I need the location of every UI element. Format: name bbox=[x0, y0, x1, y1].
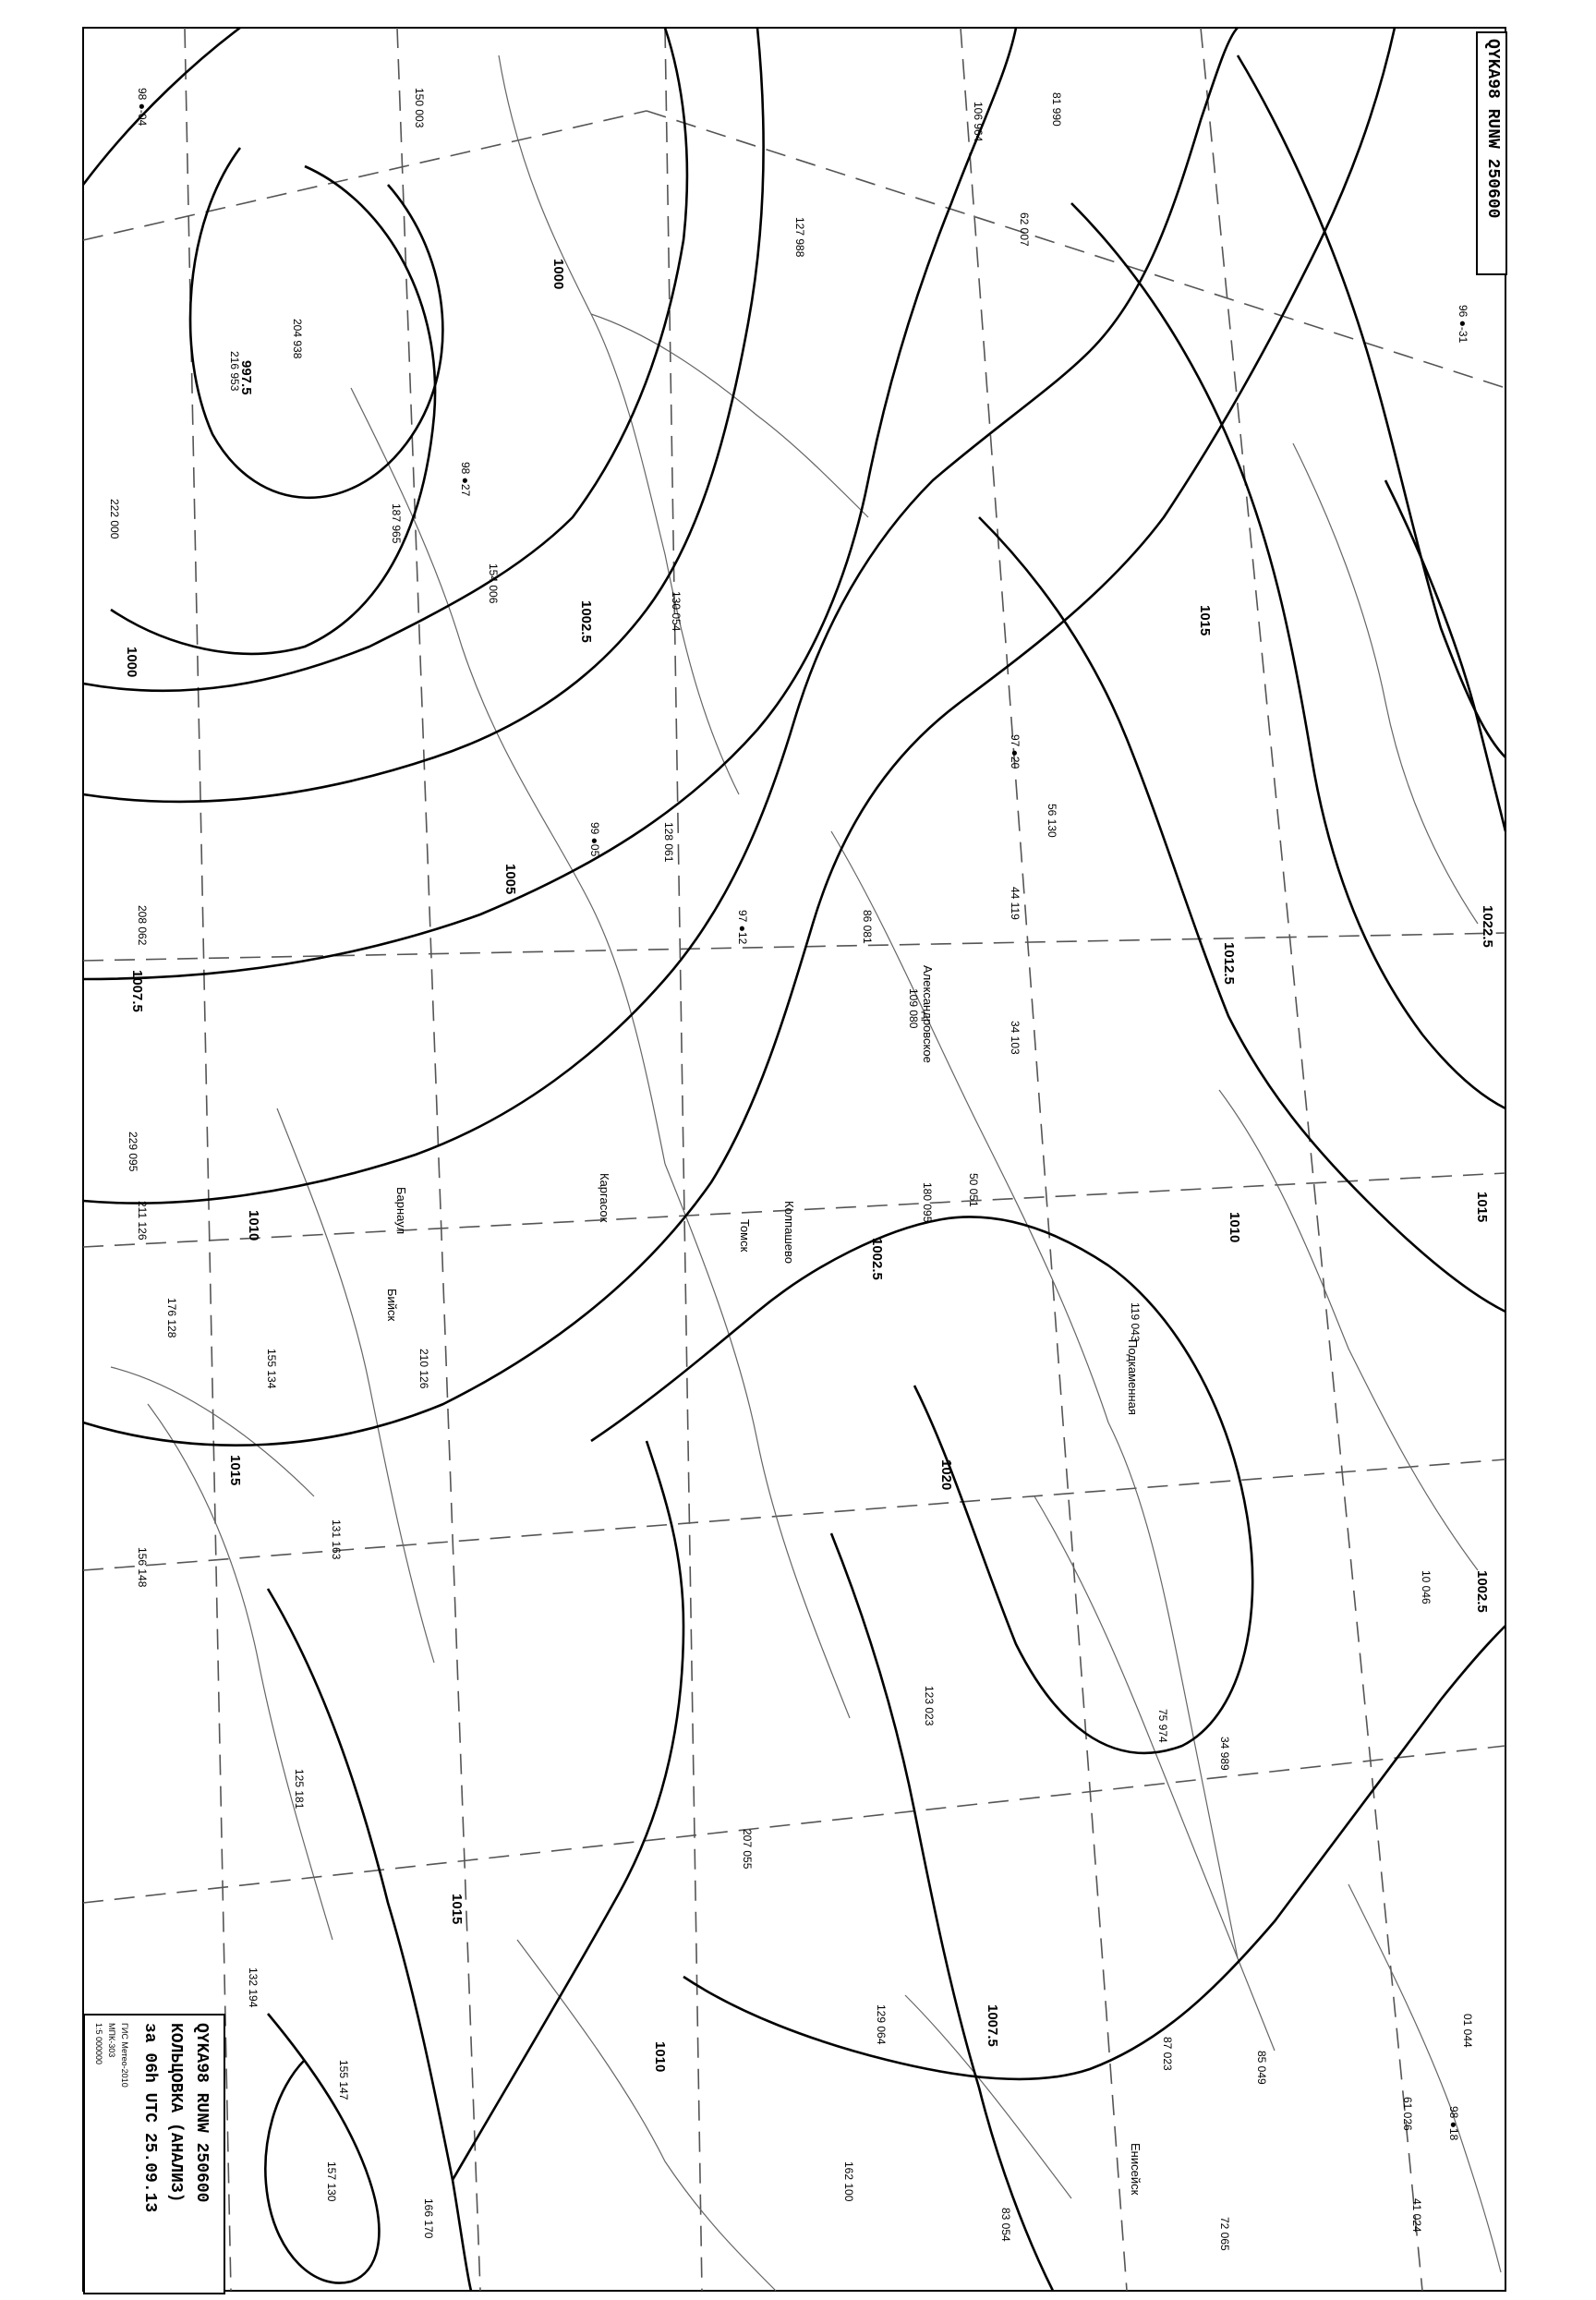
station-plot: 211 126 bbox=[136, 1201, 149, 1241]
isobar-label: 1010 bbox=[1227, 1212, 1242, 1243]
isobar-label: 1000 bbox=[550, 259, 566, 290]
isobar-label: 1015 bbox=[227, 1455, 243, 1486]
station-plot: 222 000 bbox=[108, 499, 121, 539]
station-plot: 85 049 bbox=[1255, 2051, 1268, 2085]
city-label: Томск bbox=[738, 1219, 752, 1253]
station-plot: 155 134 bbox=[265, 1349, 278, 1389]
isobar-label: 1012.5 bbox=[1221, 942, 1237, 985]
station-plot: 157 130 bbox=[325, 2161, 338, 2202]
isobar-label: 1002.5 bbox=[869, 1238, 885, 1280]
isobar-label: 997.5 bbox=[238, 360, 254, 395]
isobar-label: 1020 bbox=[938, 1459, 954, 1491]
station-plot: 44 119 bbox=[1009, 887, 1022, 920]
station-plot: 50 051 bbox=[967, 1173, 980, 1207]
station-plot: 83 054 bbox=[999, 2208, 1012, 2242]
header-code-box bbox=[1476, 31, 1507, 275]
station-plot: 86 081 bbox=[861, 910, 874, 944]
isobar-label: 1015 bbox=[449, 1894, 465, 1925]
station-plot: 154 006 bbox=[487, 563, 500, 604]
station-plot: 132 194 bbox=[247, 1967, 260, 2008]
station-plot: 162 100 bbox=[842, 2161, 855, 2202]
station-plot: 187 965 bbox=[390, 503, 403, 544]
isobar-label: 1007.5 bbox=[985, 2004, 1000, 2047]
header-code: QYKA98 RUNW 250600 bbox=[1483, 39, 1502, 219]
station-plot: 10 046 bbox=[1420, 1570, 1433, 1604]
station-plot: 207 055 bbox=[741, 1829, 754, 1870]
isobar-label: 1002.5 bbox=[1474, 1570, 1490, 1613]
station-plot: 97 ●20 bbox=[1009, 734, 1022, 769]
station-plot: 129 064 bbox=[875, 2004, 888, 2045]
station-plot: 180 095 bbox=[921, 1182, 934, 1223]
station-plot: 106 964 bbox=[972, 102, 985, 142]
station-plot: 98 ●-04 bbox=[136, 88, 149, 127]
station-plot: 119 043 bbox=[1129, 1302, 1142, 1342]
isobar-label: 1005 bbox=[502, 864, 518, 895]
isobar-label: 1015 bbox=[1197, 605, 1213, 636]
legend-node: МПК-303 bbox=[107, 2023, 116, 2058]
station-plot: 98 ●27 bbox=[459, 462, 472, 497]
legend-title: КОЛЬЦОВКА (АНАЛИЗ) bbox=[166, 2023, 185, 2203]
legend-time: за 06h UTC 25.09.13 bbox=[140, 2023, 159, 2213]
station-plot: 34 989 bbox=[1218, 1737, 1231, 1771]
station-plot: 96 ●-31 bbox=[1457, 305, 1469, 344]
station-plot: 61 026 bbox=[1401, 2097, 1414, 2131]
station-plot: 155 147 bbox=[337, 2060, 350, 2100]
station-plot: 125 181 bbox=[293, 1769, 306, 1810]
station-plot: 75 974 bbox=[1156, 1709, 1169, 1743]
station-plot: 56 130 bbox=[1046, 804, 1058, 838]
isobar-label: 1002.5 bbox=[578, 600, 594, 643]
city-label: Колпашево bbox=[782, 1201, 796, 1265]
station-plot: 99 ●05 bbox=[588, 822, 601, 857]
station-plot: 150 003 bbox=[413, 88, 426, 128]
map-frame bbox=[83, 28, 1505, 2291]
station-plot: 62 007 bbox=[1018, 212, 1031, 247]
station-plot: 41 024 bbox=[1410, 2198, 1423, 2233]
station-plot: 72 065 bbox=[1218, 2217, 1231, 2251]
station-plot: 131 163 bbox=[330, 1519, 343, 1560]
isobar-label: 1022.5 bbox=[1480, 905, 1495, 948]
station-plot: 130 054 bbox=[670, 591, 683, 632]
legend-credit: ГИС Метео-2010 bbox=[120, 2023, 129, 2088]
legend-code: QYKA98 RUNW 250600 bbox=[192, 2023, 211, 2203]
station-plot: 127 988 bbox=[793, 217, 806, 258]
city-label: Барнаул bbox=[394, 1187, 408, 1235]
isobar-label: 1015 bbox=[1474, 1192, 1490, 1223]
station-plot: 216 953 bbox=[228, 351, 241, 392]
station-plot: 176 128 bbox=[165, 1298, 178, 1338]
station-plot: 97 ●12 bbox=[736, 910, 749, 945]
station-plot: 208 062 bbox=[136, 905, 149, 946]
station-plot: 123 023 bbox=[923, 1686, 936, 1726]
city-label: Подкаменная bbox=[1126, 1339, 1140, 1415]
station-plot: 34 103 bbox=[1009, 1021, 1022, 1055]
isobar-label: 1007.5 bbox=[129, 970, 145, 1012]
city-label: Каргасок bbox=[598, 1173, 611, 1223]
city-label: Енисейск bbox=[1129, 2143, 1143, 2196]
station-plot: 81 990 bbox=[1050, 92, 1063, 127]
station-plot: 98 ●18 bbox=[1447, 2106, 1460, 2141]
city-label: Александровское bbox=[921, 965, 935, 1063]
legend-box bbox=[83, 2014, 225, 2294]
station-plot: 87 023 bbox=[1161, 2037, 1174, 2071]
isobar-label: 1010 bbox=[246, 1210, 261, 1241]
legend-scale: 1:5 000000 bbox=[94, 2023, 103, 2065]
station-plot: 229 095 bbox=[127, 1132, 139, 1172]
city-label: Бийск bbox=[385, 1289, 399, 1322]
isobar-label: 1010 bbox=[652, 2041, 668, 2073]
station-plot: 204 938 bbox=[291, 319, 304, 359]
isobar-label: 1000 bbox=[124, 647, 139, 678]
station-plot: 166 170 bbox=[422, 2198, 435, 2239]
station-plot: 156 148 bbox=[136, 1547, 149, 1588]
station-plot: 210 126 bbox=[417, 1349, 430, 1389]
station-plot: 128 061 bbox=[662, 822, 675, 863]
station-plot: 109 080 bbox=[907, 988, 920, 1029]
station-plot: 01 044 bbox=[1461, 2014, 1474, 2048]
